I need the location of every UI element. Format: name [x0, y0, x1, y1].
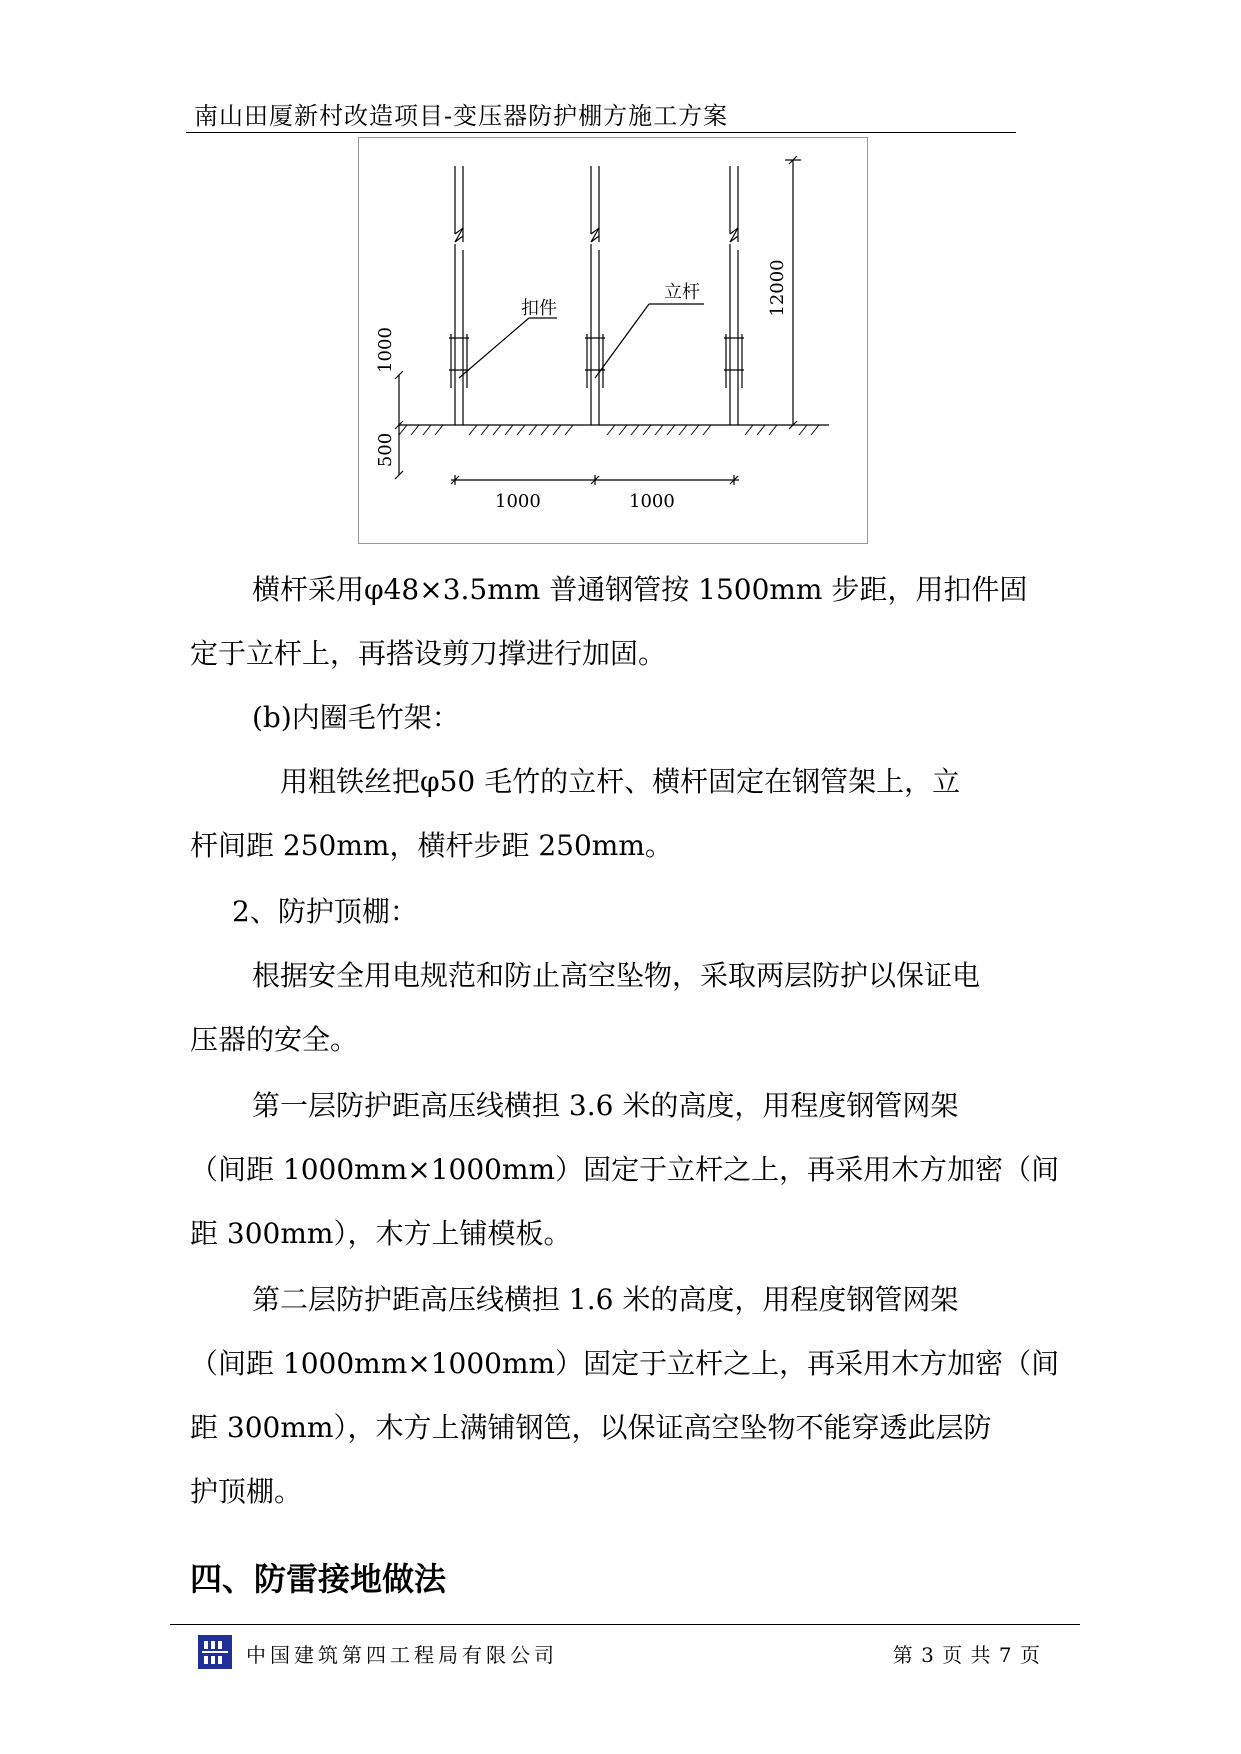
pole-left [449, 166, 469, 425]
paragraph-7-line-2: （间距 1000mm×1000mm）固定于立杆之上，再采用木方加密（间 [190, 1347, 1060, 1380]
label-height-upper: 1000 [375, 327, 396, 373]
paragraph-3-line-1: 用粗铁丝把φ50 毛竹的立杆、横杆固定在钢管架上，立 [280, 765, 961, 798]
paragraph-7-line-1: 第二层防护距高压线横担 1.6 米的高度，用程度钢管网架 [252, 1283, 959, 1316]
paragraph-1-line-1: 横杆采用φ48×3.5mm 普通钢管按 1500mm 步距，用扣件固 [252, 573, 1028, 606]
label-clamp: 扣件 [521, 298, 557, 319]
section-heading: 四、防雷接地做法 [190, 1560, 447, 1598]
page-header [186, 92, 1016, 133]
label-height-total: 12000 [767, 259, 788, 317]
ground-hatch [399, 425, 819, 435]
label-height-below: 500 [375, 432, 396, 468]
header-title: 南山田厦新村改造项目-变压器防护棚方施工方案 [194, 102, 729, 130]
paragraph-5-line-1: 根据安全用电规范和防止高空坠物，采取两层防护以保证电 [252, 959, 981, 992]
pole-middle [585, 166, 605, 425]
label-pole: 立杆 [664, 282, 700, 303]
label-span-right: 1000 [629, 491, 675, 512]
label-span-left: 1000 [495, 491, 541, 512]
scaffold-elevation-figure [358, 137, 868, 544]
paragraph-6-line-2: （间距 1000mm×1000mm）固定于立杆之上，再采用木方加密（间 [190, 1153, 1060, 1186]
footer-company: 中国建筑第四工程局有限公司 [246, 1643, 558, 1667]
page-footer [170, 1624, 1080, 1677]
paragraph-6-line-1: 第一层防护距高压线横担 3.6 米的高度，用程度钢管网架 [252, 1089, 959, 1122]
paragraph-7-line-3: 距 300mm），木方上满铺钢笆，以保证高空坠物不能穿透此层防 [190, 1411, 992, 1444]
paragraph-4: 2、防护顶棚： [232, 895, 418, 928]
paragraph-2: (b)内圈毛竹架： [252, 701, 460, 734]
company-logo-icon [198, 1635, 232, 1669]
paragraph-7-line-4: 护顶棚。 [190, 1475, 303, 1508]
paragraph-1-line-2: 定于立杆上，再搭设剪刀撑进行加固。 [190, 637, 667, 670]
footer-page-info: 第 3 页 共 7 页 [892, 1643, 1040, 1667]
pole-right [724, 166, 744, 425]
paragraph-6-line-3: 距 300mm），木方上铺模板。 [190, 1217, 572, 1250]
paragraph-3-line-2: 杆间距 250mm，横杆步距 250mm。 [190, 829, 673, 862]
paragraph-5-line-2: 压器的安全。 [190, 1023, 359, 1056]
scaffold-drawing [359, 138, 869, 545]
clamp-leader [459, 318, 529, 378]
